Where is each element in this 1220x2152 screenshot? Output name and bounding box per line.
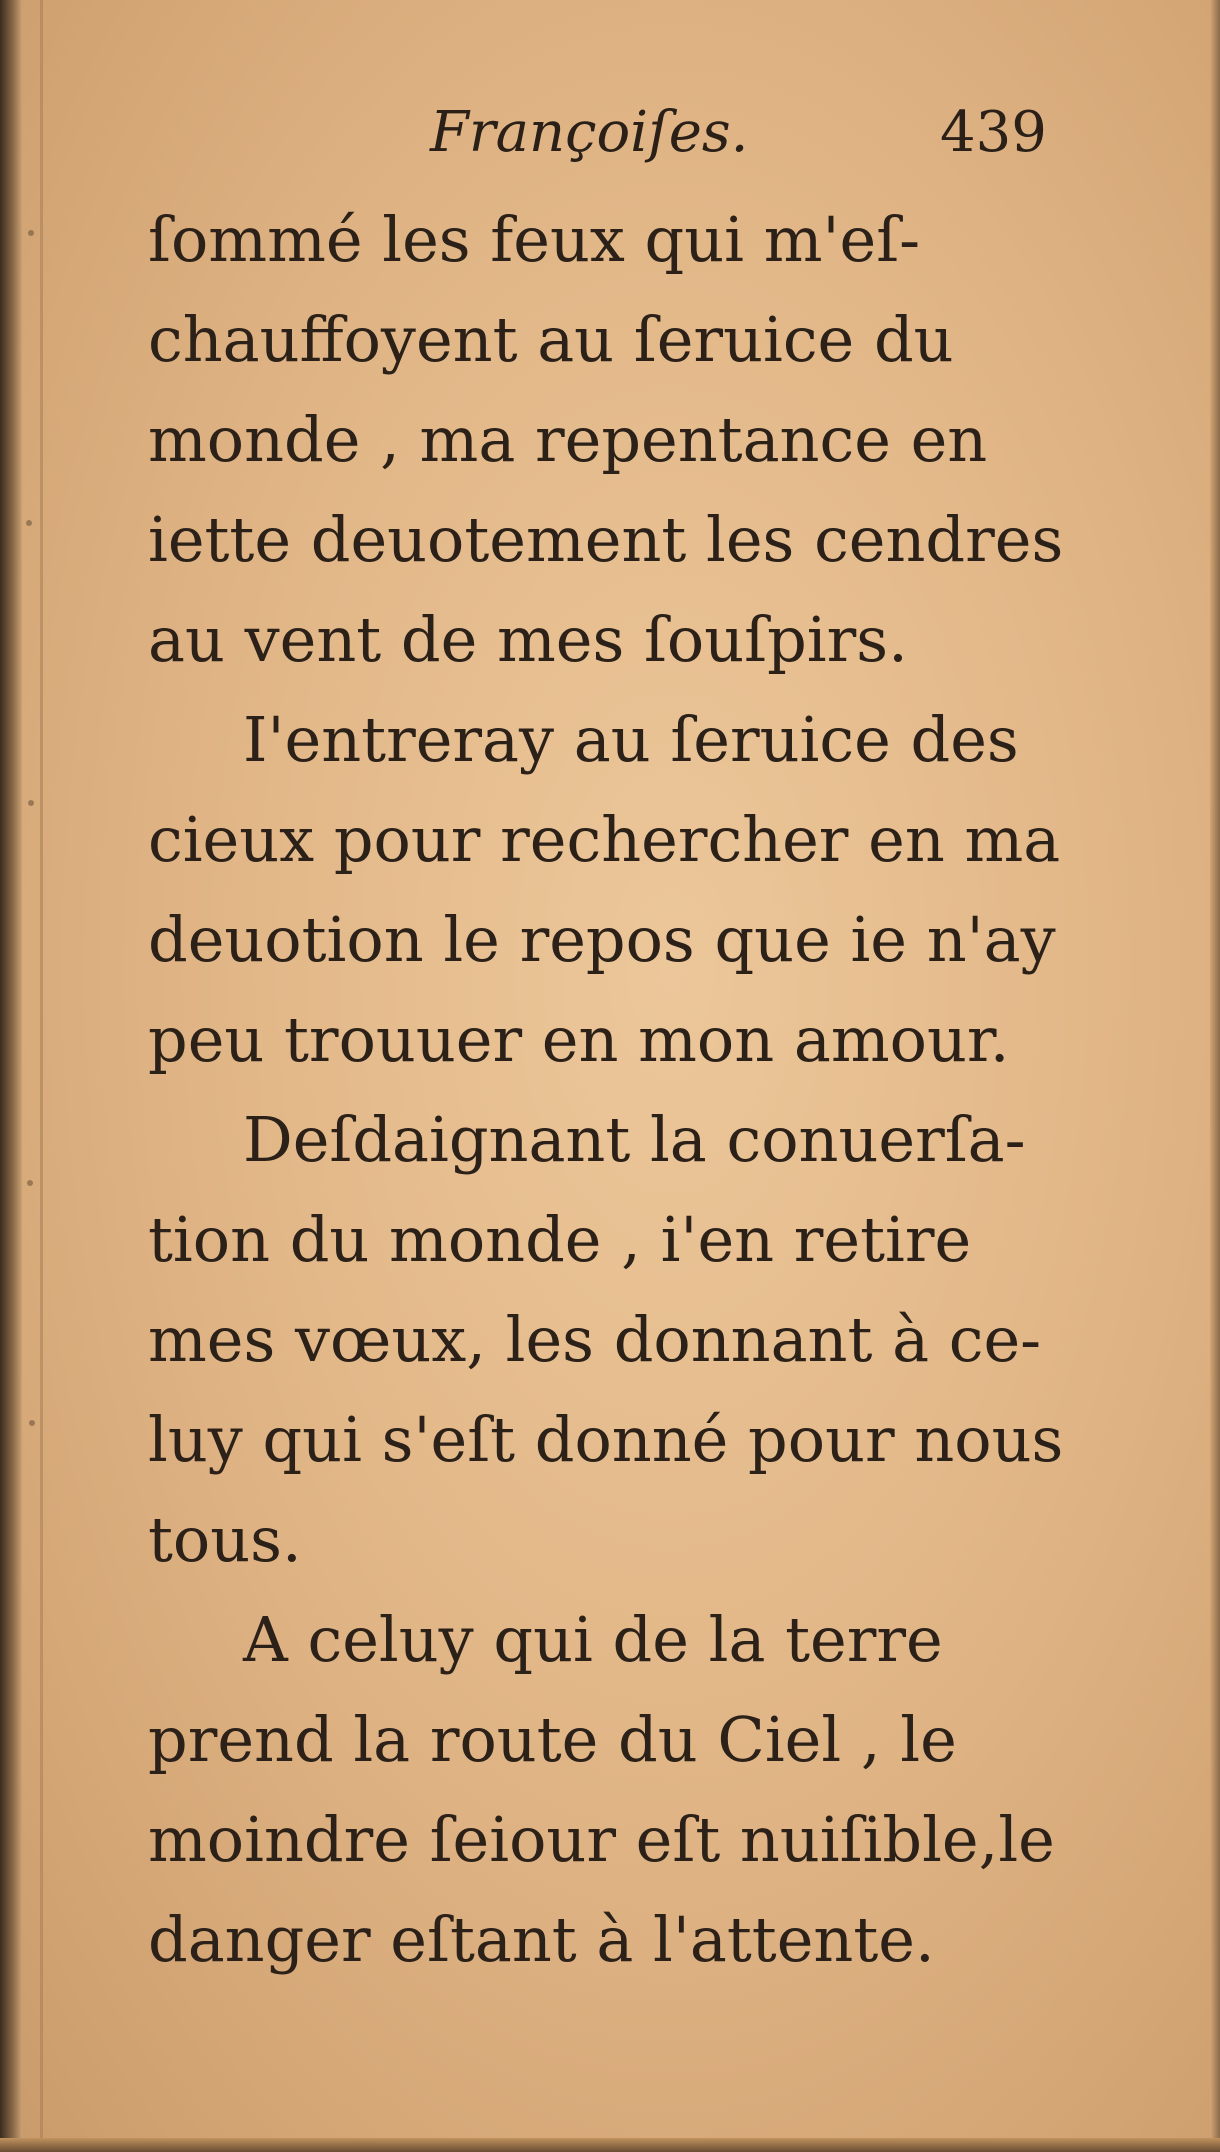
page-edge-bottom (0, 2138, 1220, 2152)
text-line: Deſdaignant la conuerſa- (243, 1103, 1026, 1176)
text-line: moindre ſeiour eſt nuiſible,le (148, 1803, 1055, 1876)
ink-speck (29, 1420, 35, 1426)
text-line: mes vœux, les donnant à ce- (148, 1303, 1042, 1376)
text-line: cieux pour rechercher en ma (148, 803, 1061, 876)
text-line: deuotion le repos que ie n'ay (148, 903, 1056, 976)
text-line: danger eſtant à l'attente. (148, 1903, 935, 1976)
gutter-shadow (40, 0, 43, 2152)
body-text (148, 190, 1064, 1990)
text-line: luy qui s'eſt donné pour nous (148, 1403, 1064, 1476)
text-line: au vent de mes ſouſpirs. (148, 603, 908, 676)
text-line: tion du monde , i'en retire (148, 1203, 972, 1276)
text-line: chauffoyent au ſeruice du (148, 303, 954, 376)
text-line: iette deuotement les cendres (148, 503, 1064, 576)
text-line: monde , ma repentance en (148, 403, 988, 476)
ink-speck (27, 1180, 33, 1186)
ink-speck (28, 230, 34, 236)
text-line: tous. (148, 1503, 302, 1576)
text-line: A celuy qui de la terre (243, 1603, 943, 1676)
page-gutter (0, 0, 22, 2152)
text-line: ſommé les feux qui m'eſ- (148, 203, 921, 276)
page-edge-right (1210, 0, 1220, 2152)
ink-speck (26, 520, 32, 526)
text-line: prend la route du Ciel , le (148, 1703, 957, 1776)
running-head: Françoiſes. (430, 100, 749, 165)
page-number: 439 (940, 100, 1047, 165)
text-line: I'entreray au ſeruice des (243, 703, 1019, 776)
page-header (150, 100, 1050, 180)
text-line: peu trouuer en mon amour. (148, 1003, 1010, 1076)
ink-speck (28, 800, 34, 806)
